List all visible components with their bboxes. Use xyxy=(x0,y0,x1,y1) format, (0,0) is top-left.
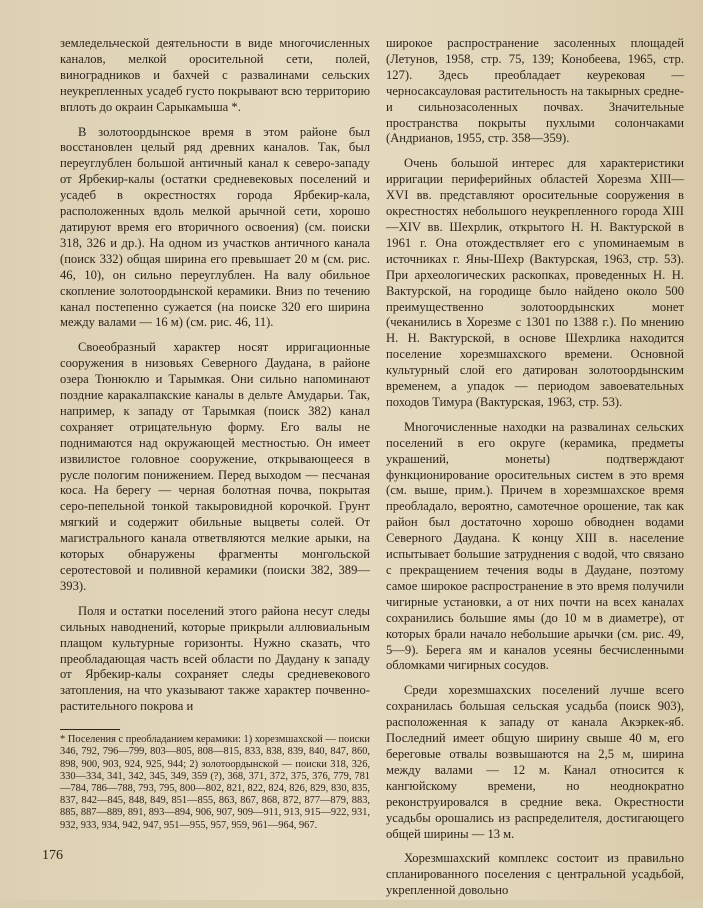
paragraph: земледельческой деятельности в виде многочисленных каналов, мелкой оросительной сети, полей, виноградников и бахчей с развалинами сельских неукрепленных усадеб густо покрывают всю территорию вплоть до окраин Сарыкамыша *. xyxy=(60,36,370,114)
paragraph: Среди хорезмшахских поселений лучше всего сохранилась большая сельская усадьба (поиск 903), расположенная к западу от канала Акэркек-яб. Последний имеет общую ширину свыше 40 м, его береговые отвалы возвышаются на 2,5 м, ширина между валами — 12 м. Канал относится к кангюйскому времени, но неоднократно реконструировался в средние века. Окрестности усадьбы орошались из распределителя, достигающего общей ширины — 13 м. xyxy=(386,683,684,841)
paragraph: широкое распространение засоленных площадей (Летунов, 1958, стр. 75, 139; Конобеева, 1965, стр. 127). Здесь преобладает кеурековая — черносаксауловая растительность на такырных средне- и сильнозасоленных почвах. Значительные пространства покрыты пухлыми солончаками (Андрианов, 1955, стр. 358—359). xyxy=(386,36,684,146)
footnote-divider xyxy=(60,729,120,730)
page-number: 176 xyxy=(42,848,63,863)
footnote: * Поселения с преобладанием керамики: 1) хорезмшахской — поиски 346, 792, 796—799, 803—805, 808—815, 833, 838, 839, 840, 847, 860, 898, 900, 903, 924, 925, 944; 2) золотоордынской — поиски 318, 326, 330—334, 341, 342, 345, 349, 359 (?), 368, 371, 372, 375, 376, 779, 781—784, 786—788, 793, 795, 800—802, 821, 822, 824, 826, 829, 830, 835, 837, 842—845, 848, 849, 851—855, 863, 867, 868, 872, 877—879, 883, 885, 887—889, 891, 893—894, 906, 907, 909—911, 913, 915—922, 931, 932, 933, 934, 942, 947, 951—955, 957, 959, 961—964, 967. xyxy=(60,734,370,831)
paragraph: Многочисленные находки на развалинах сельских поселений в его округе (керамика, предметы украшений, монеты) подтверждают функционирование оросительных систем в это время (см. выше, прим.). Причем в хорезмшахское время преобладало, вероятно, самотечное орошение, так как район был достаточно хорошо обводнен водами Северного Даудана. К концу XIII в. население испытывает большие затруднения с водой, что связано с прекращением течения воды в Даудане, поэтому самое широкое распространение в это время получили чигирные установки, а от них почти на всех каналах сохранились большие ямы (до 10 м в диаметре), от которых брали начало небольшие арычки (см. рис. 49, 5—9). Берега ям и каналов усеяны бесчисленными обломками чигирных сосудов. xyxy=(386,419,684,673)
paragraph: В золотоордынское время в этом районе был восстановлен целый ряд древних каналов. Так, был переуглублен большой античный канал к северо-западу от Ярбекир-калы (остатки средневековых поселений и усадеб в окрестностях города Ярбекир-кала, расположенных вдоль мелкой арычной сети, хорошо датируют время его вторичного освоения) (см. поиски 318, 326 и др.). На одном из участков античного канала (поиск 332) общая ширина его превышает 20 м (см. рис. 46, 10), он сильно переуглублен. На валу обильное скопление золотоордынской керамики. Вниз по течению канал постепенно сужается (на поиске 320 его ширина между валами — 16 м) (см. рис. 46, 11). xyxy=(60,124,370,330)
right-column xyxy=(386,36,684,908)
paragraph: Своеобразный характер носят ирригационные сооружения в низовьях Северного Даудана, в районе озера Тюнюклю и Тарымкая. Они сильно напоминают поздние каракалпакские каналы в дельте Амударьи. Так, например, к западу от Тарымкая (поиск 382) канал сохраняет отрицательную форму. Его валы не поднимаются над окружающей местностью. Он имеет извилистое головное сооружение, открывающееся в русле пологим понижением. Перед выходом — песчаная коса. На берегу — черная болотная почва, покрытая серо-пепельной тонкой такыровидной корочкой. Грунт мягкий и содержит обильные выцветы солей. От магистрального канала ответвляются мелкие арыки, на которых обнаружены фрагменты монгольской серотестовой и поливной керамики (поиски 382, 389—393). xyxy=(60,340,370,593)
paragraph: Очень большой интерес для характеристики ирригации периферийных областей Хорезма XIII—XVI вв. представляют оросительные сооружения в окрестностях небольшого неукрепленного города XIII—XIV вв. Шехрлик, открытого Н. Н. Вактурской в 1961 г. Она отождествляет его с упоминаемым в источниках г. Яны-Шехр (Вактурская, 1963, стр. 53). При археологических раскопках, проведенных Н. Н. Вактурской, на городище было найдено около 500 преимущественно золотоордынских монет (чеканились в Хорезме с 1301 по 1388 г.). По мнению Н. Н. Вактурской, в основе Шехрлика находится поселение хорезмшахского времени. Основной культурный слой его датирован золотоордынским временем, а упадок — периодом завоевательных походов Тимура (Вактурская, 1963, стр. 53). xyxy=(386,156,684,409)
paragraph: Поля и остатки поселений этого района несут следы сильных наводнений, которые прикрыли аллювиальным плащом культурные горизонты. Нужно сказать, что преобладающая часть всей области по Даудану к западу от Ярбекир-калы сохраняет следы средневекового затопления, на что указывают также характер почвенно-растительного покрова и xyxy=(60,603,370,714)
paragraph: Хорезмшахский комплекс состоит из правильно спланированного поселения с центральной усадьбой, укрепленной довольно xyxy=(386,851,684,898)
left-column xyxy=(60,36,370,841)
